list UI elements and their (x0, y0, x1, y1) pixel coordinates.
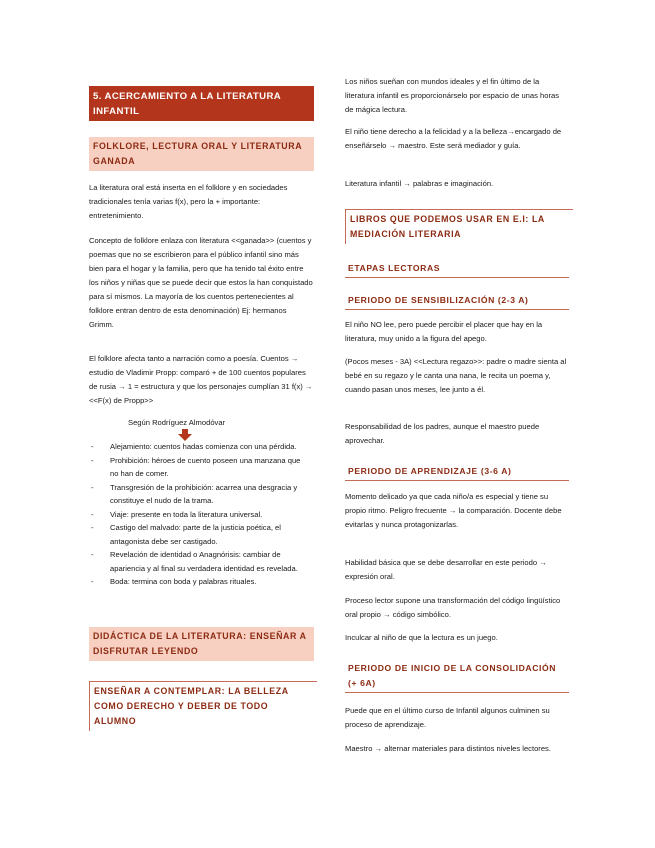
list-item-text: Boda: termina con boda y palabras rituales. (110, 577, 257, 586)
paragraph-apr-1: Momento delicado ya que cada niño/a es especial y tiene su propio ritmo. Peligro frecuente → la comparación. Docente debe evitarlas y nunca protagonizarlas. (345, 492, 562, 529)
paragraph-sens-2: (Pocos meses - 3A) <<Lectura regazo>>: padre o madre sienta al bebé en su regazo y le canta una nana, le recita un poema y, cuando pasan unos meses, lee junto a él. (345, 357, 567, 394)
list-item (91, 508, 309, 522)
subsection-title-didactica: DIDÁCTICA DE LA LITERATURA: ENSEÑAR A DISFRUTAR LEYENDO (89, 627, 314, 661)
bullet-mark: - (91, 442, 94, 451)
paragraph-apr-4: Inculcar al niño de que la lectura es un juego. (345, 633, 498, 642)
bullet-mark: - (91, 523, 94, 532)
list-item-text: Alejamiento: cuentos hadas comienza con una pérdida. (110, 442, 297, 451)
paragraph-propp: El folklore afecta tanto a narración como a poesía. Cuentos → estudio de Vladimir Propp: comparó + de 100 cuentos populares de rusia → 1 = estructura y que los personajes cumplían 31 f(x) → <<F(x) de Propp>> (89, 354, 313, 405)
paragraph-right-to-beauty: El niño tiene derecho a la felicidad y a la belleza→encargado de enseñárselo → maestro. Este será mediador y guía. (345, 127, 562, 150)
paragraph-cons-2: Maestro → alternar materiales para distintos niveles lectores. (345, 744, 551, 753)
paragraph-sens-3: Responsabilidad de los padres, aunque el maestro puede aprovechar. (345, 422, 540, 445)
subsection-title-folklore: FOLKLORE, LECTURA ORAL Y LITERATURA GANADA (89, 137, 314, 171)
paragraph-dreams: Los niños sueñan con mundos ideales y el fin último de la literatura infantil es proporcionárselo por espacio de unas horas de mágica lectura. (345, 77, 560, 114)
subsection-title-ensenar: ENSEÑAR A CONTEMPLAR: LA BELLEZA COMO DERECHO Y DEBER DE TODO ALUMNO (89, 681, 317, 731)
list-item-text: Revelación de identidad o Anagnórisis: cambiar de apariencia y al final su verdadera identidad es revelada. (110, 550, 298, 573)
bullet-mark: - (91, 550, 94, 559)
bullet-mark: - (91, 482, 94, 492)
subsection-title-libros: LIBROS QUE PODEMOS USAR EN E.I: LA MEDIACIÓN LITERARIA (345, 209, 573, 244)
bullet-mark: - (91, 455, 94, 465)
paragraph-apr-2: Habilidad básica que se debe desarrollar en este periodo → expresión oral. (345, 558, 547, 581)
paragraph-sens-1: El niño NO lee, pero puede percibir el placer que hay en la literatura, muy unido a la figura del apego. (345, 320, 543, 343)
period-title-consolidacion: PERIODO DE INICIO DE LA CONSOLIDACIÓN (+ 6A) (345, 660, 569, 693)
list-item-text: Viaje: presente en toda la literatura universal. (110, 509, 263, 519)
list-item (91, 440, 309, 454)
list-item (91, 521, 309, 548)
paragraph-cons-1: Puede que en el último curso de Infantil algunos culminen su proceso de aprendizaje. (345, 706, 550, 729)
period-title-sensibilizacion: PERIODO DE SENSIBILIZACIÓN (2-3 A) (345, 292, 569, 310)
paragraph-literature-words: Literatura infantil → palabras e imaginación. (345, 179, 494, 188)
bullet-mark: - (91, 509, 94, 519)
paragraph-folklore-concept: Concepto de folklore enlaza con literatura <<ganada>> (cuentos y poemas que no se escribieron para el público infantil sino más bien para el hogar y la familia, pero que ha tenido tal éxito entre los niños y niñas que se puede decir que estos la han conquistado para sí mismos. La mayoría de los cuentos pertenecientes al folklore entran dentro de esta denominación) Ej: hermanos Grimm. (89, 236, 313, 329)
list-item-text: Castigo del malvado: parte de la justicia poética, el antagonista debe ser castigado. (110, 523, 281, 546)
list-item (91, 454, 309, 481)
list-item (91, 481, 309, 508)
section-title: 5. ACERCAMIENTO A LA LITERATURA INFANTIL (89, 86, 314, 121)
bullet-mark: - (91, 577, 94, 586)
list-item (91, 575, 309, 589)
paragraph-oral-literature: La literatura oral está inserta en el folklore y en sociedades tradicionales tenía varias f(x), pero la + importante: entretenimiento. (89, 183, 288, 220)
propp-functions-list (91, 440, 309, 589)
source-note: Según Rodríguez Almodóvar (128, 418, 226, 427)
paragraph-apr-3: Proceso lector supone una transformación del código lingüístico oral propio → código simbólico. (345, 596, 561, 619)
list-item (91, 548, 309, 575)
subsection-title-etapas: ETAPAS LECTORAS (345, 260, 569, 278)
period-title-aprendizaje: PERIODO DE APRENDIZAJE (3-6 A) (345, 463, 569, 481)
list-item-text: Prohibición: héroes de cuento poseen una manzana que no han de comer. (110, 455, 301, 478)
list-item-text: Transgresión de la prohibición: acarrea una desgracia y constituye el nudo de la trama. (110, 482, 298, 505)
